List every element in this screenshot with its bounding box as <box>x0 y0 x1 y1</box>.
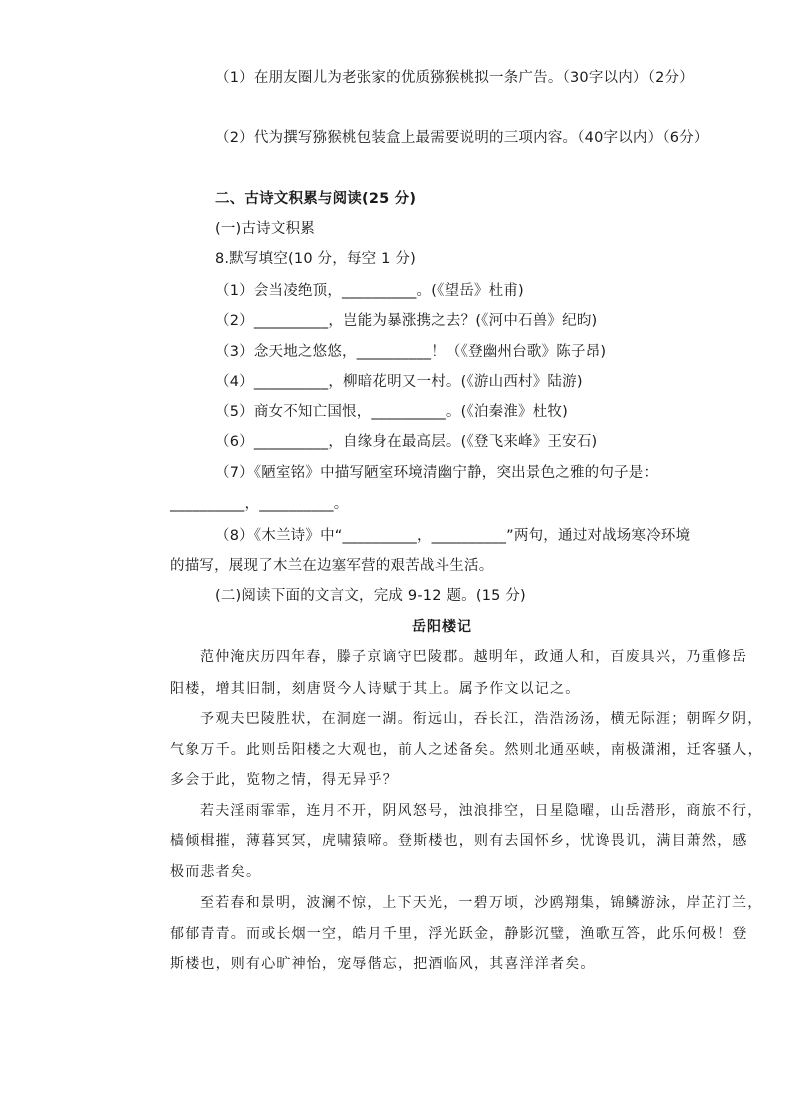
q8-item-4: （4）__________，柳暗花明又一村。(《游山西村》陆游) <box>215 374 583 390</box>
q7-sub-2: （2）代为撰写猕猴桃包装盒上最需要说明的三项内容。（40字以内）（6分） <box>215 130 709 146</box>
subsection-1-title: (一)古诗文积累 <box>215 221 315 237</box>
q8-item-6: （6）__________，自缘身在最高层。(《登飞来峰》王安石) <box>215 434 598 450</box>
passage-line: 斯楼也，则有心旷神怡，宠辱偕忘，把酒临风，其喜洋洋者矣。 <box>170 956 596 972</box>
passage-line: 极而悲者矣。 <box>170 864 262 880</box>
q8-title: 8.默写填空(10 分，每空 1 分) <box>215 251 416 267</box>
q7-sub-1: （1）在朋友圈儿为老张家的优质猕猴桃拟一条广告。（30字以内）（2分） <box>215 70 694 86</box>
subsection-2-title: (二)阅读下面的文言文，完成 9-12 题。(15 分) <box>215 588 526 604</box>
passage-line: 阳楼，增其旧制，刻唐贤今人诗赋于其上。属予作文以记之。 <box>170 681 581 697</box>
q8-item-3: （3）念天地之悠悠，__________！（《登幽州台歌》陈子昂) <box>215 344 607 360</box>
q8-item-5: （5）商女不知亡国恨，__________。(《泊秦淮》杜牧) <box>215 404 568 420</box>
passage-line: 范仲淹庆历四年春，滕子京谪守巴陵郡。越明年，政通人和，百废具兴，乃重修岳 <box>200 649 748 665</box>
q8-item-1: （1）会当凌绝顶，__________。(《望岳》杜甫) <box>215 283 524 299</box>
passage-line: 多会于此，览物之情，得无异乎？ <box>170 772 398 788</box>
q8-item-2: （2）__________，岂能为暴涨携之去？(《河中石兽》纪昀) <box>215 313 598 329</box>
passage-line: 至若春和景明，波澜不惊，上下天光，一碧万顷，沙鸥翔集，锦鳞游泳，岸芷汀兰， <box>200 895 763 911</box>
passage-title: 岳阳楼记 <box>412 619 472 635</box>
q8-item-8-cont: 的描写，展现了木兰在边塞军营的艰苦战斗生活。 <box>170 558 494 574</box>
section-2-title: 二、古诗文积累与阅读(25 分) <box>215 191 417 207</box>
passage-line: 若夫淫雨霏霏，连月不开，阴风怒号，浊浪排空，日星隐曜，山岳潜形，商旅不行， <box>200 803 763 819</box>
passage-line: 气象万千。此则岳阳楼之大观也，前人之述备矣。然则北通巫峡，南极潇湘，迁客骚人， <box>170 742 763 758</box>
q8-item-8: （8）《木兰诗》中“__________，__________”两句，通过对战场寒冷环境 <box>215 528 691 544</box>
q8-item-7-blanks: __________，__________。 <box>170 496 349 512</box>
passage-line: 樯倾楫摧，薄暮冥冥，虎啸猿啼。登斯楼也，则有去国怀乡，忧谗畏讥，满目萧然，感 <box>170 833 748 849</box>
passage-line: 予观夫巴陵胜状，在洞庭一湖。衔远山，吞长江，浩浩汤汤，横无际涯；朝晖夕阴， <box>200 711 763 727</box>
q8-item-7: （7）《陋室铭》中描写陋室环境清幽宁静，突出景色之雅的句子是： <box>215 465 659 481</box>
passage-line: 郁郁青青。而或长烟一空，皓月千里，浮光跃金，静影沉璧，渔歌互答，此乐何极！登 <box>170 926 748 942</box>
